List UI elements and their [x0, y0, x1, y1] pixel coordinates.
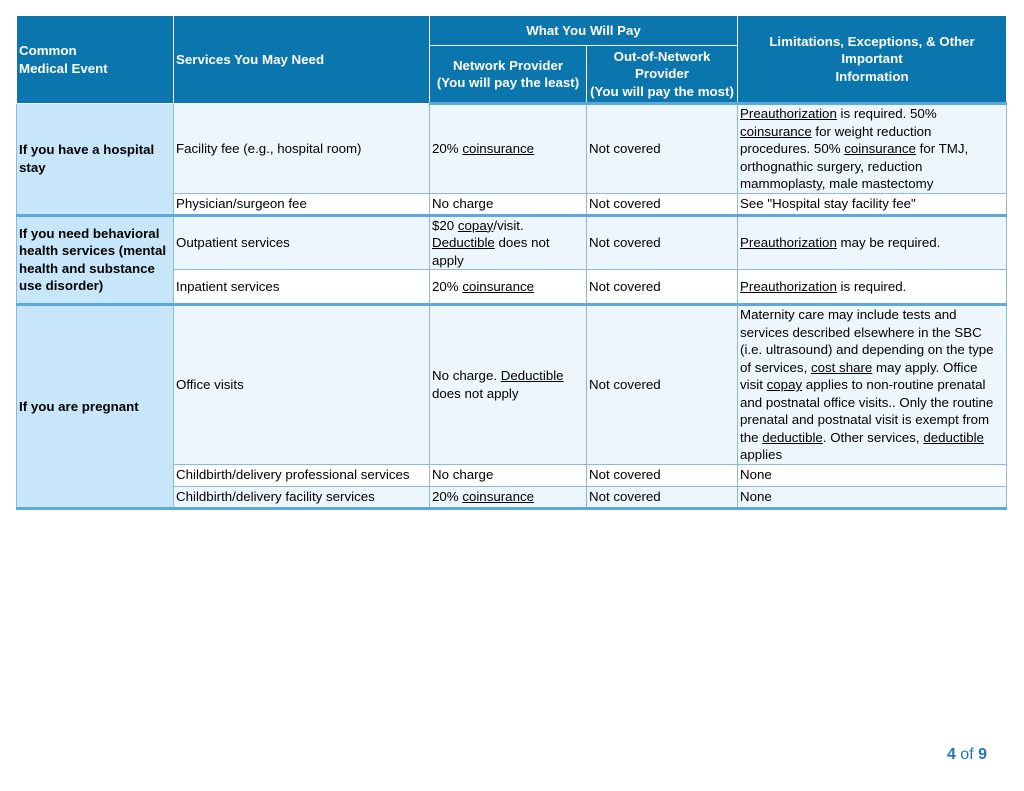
event-hospital-stay: If you have a hospital stay: [17, 104, 174, 216]
header-out-of-network-provider: Out-of-Network Provider (You will pay the most): [587, 46, 738, 104]
term-link[interactable]: cost share: [810, 359, 873, 375]
term-link[interactable]: copay: [766, 377, 803, 392]
service-cell: Childbirth/delivery professional services: [174, 464, 430, 486]
header-services: Services You May Need: [174, 16, 430, 104]
term-link[interactable]: Deductible: [432, 235, 495, 250]
out-network-cost-cell: Not covered: [587, 464, 738, 486]
service-cell: Outpatient services: [174, 215, 430, 270]
term-link[interactable]: deductible: [762, 429, 823, 445]
header-network-provider: Network Provider (You will pay the least): [430, 46, 587, 104]
out-network-cost-cell: Not covered: [587, 270, 738, 305]
term-link[interactable]: Preauthorization: [740, 235, 837, 250]
term-link[interactable]: copay: [457, 217, 494, 233]
network-cost-cell: No charge: [430, 193, 587, 215]
network-cost-cell: 20% coinsurance: [430, 104, 587, 194]
term-link[interactable]: coinsurance: [462, 278, 535, 294]
out-network-cost-cell: Not covered: [587, 215, 738, 270]
event-pregnant: If you are pregnant: [17, 305, 174, 509]
term-link[interactable]: Preauthorization: [740, 106, 837, 121]
network-cost-cell: 20% coinsurance: [430, 486, 587, 508]
out-network-cost-cell: Not covered: [587, 486, 738, 508]
table-row: [17, 305, 1007, 465]
out-network-cost-cell: Not covered: [587, 104, 738, 194]
limitations-cell: Preauthorization may be required.: [738, 215, 1007, 270]
table-header: [17, 16, 1007, 104]
network-cost-cell: No charge: [430, 464, 587, 486]
term-link[interactable]: coinsurance: [462, 141, 535, 156]
out-network-cost-cell: Not covered: [587, 305, 738, 465]
header-what-you-will-pay: What You Will Pay: [430, 16, 738, 46]
service-cell: Office visits: [174, 305, 430, 465]
network-cost-cell: $20 copay/visit. Deductible does not apply: [430, 215, 587, 270]
service-cell: Facility fee (e.g., hospital room): [174, 104, 430, 194]
term-link[interactable]: coinsurance: [844, 141, 916, 156]
network-cost-cell: No charge. Deductible does not apply: [430, 305, 587, 465]
term-link[interactable]: coinsurance: [462, 488, 535, 504]
term-link[interactable]: Preauthorization: [740, 278, 837, 294]
term-link[interactable]: Deductible: [500, 368, 564, 384]
service-cell: Childbirth/delivery facility services: [174, 486, 430, 508]
out-network-cost-cell: Not covered: [587, 193, 738, 215]
limitations-cell: None: [738, 464, 1007, 486]
page-current: 4: [946, 746, 956, 763]
service-cell: Physician/surgeon fee: [174, 193, 430, 215]
network-cost-cell: 20% coinsurance: [430, 270, 587, 305]
header-common-medical-event: Common Medical Event: [17, 16, 174, 104]
limitations-cell: None: [738, 486, 1007, 508]
header-limitations: Limitations, Exceptions, & Other Important Information: [738, 16, 1007, 104]
page-total: 9: [978, 746, 987, 763]
limitations-cell: See "Hospital stay facility fee": [738, 193, 1007, 215]
table-row: [17, 104, 1007, 194]
service-cell: Inpatient services: [174, 270, 430, 305]
event-behavioral-health: If you need behavioral health services (mental health and substance use disorder): [17, 215, 174, 305]
benefits-table: [16, 15, 1007, 510]
limitations-cell: Maternity care may include tests and services described elsewhere in the SBC (i.e. ultrasound) and depending on the type of services, cost share may apply. Office visit copay applies to non-routine prenatal and postnatal office visits.. Only the routine prenatal and postnatal visit is exempt from the deductible. Other services, deductible applies: [738, 305, 1007, 465]
page-of: of: [960, 746, 974, 763]
term-link[interactable]: coinsurance: [740, 123, 812, 139]
term-link[interactable]: deductible: [923, 429, 984, 445]
limitations-cell: Preauthorization is required.: [738, 270, 1007, 305]
page-number: [947, 746, 987, 764]
table-row: [17, 215, 1007, 270]
limitations-cell: Preauthorization is required. 50% coinsurance for weight reduction procedures. 50% coinsurance for TMJ, orthognathic surgery, reduction mammoplasty, male mastectomy: [738, 104, 1007, 194]
